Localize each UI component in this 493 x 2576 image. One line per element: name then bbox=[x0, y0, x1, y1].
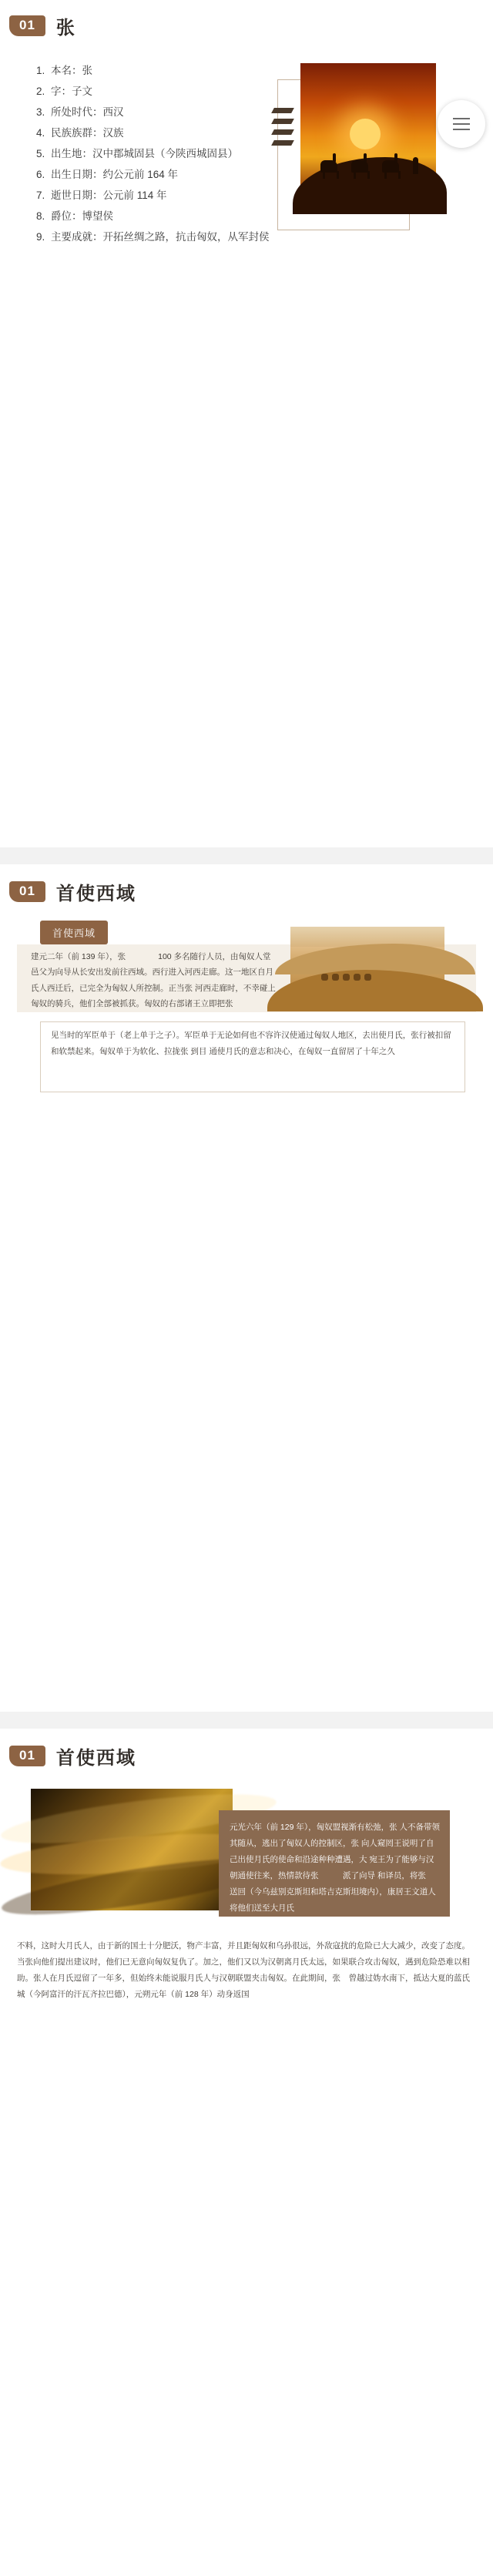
desert-sunset-camel-caravan-image bbox=[300, 63, 436, 214]
traveler-silhouette bbox=[321, 974, 328, 981]
traveler-silhouette bbox=[364, 974, 371, 981]
camel-silhouette bbox=[320, 160, 337, 173]
slide-first-mission-part1 bbox=[0, 864, 493, 1712]
body-paragraph: 建元二年（前 139 年），张 100 多名随行人员，由匈奴人堂邑父为向导从长安出发前往西域。西行进入河西走廊。这一地区自月氏人西迁后，已完全为匈奴人所控制。正当张 河西走廊时，不幸碰上匈奴的骑兵，他们全部被抓获。匈奴的右部诸王立即把张 bbox=[31, 952, 276, 1009]
list-item: 9. 主要成就：开拓丝绸之路，抗击匈奴，从军封侯 bbox=[48, 226, 270, 247]
golden-sand-dunes-image bbox=[31, 1789, 233, 1910]
list-item: 6. 出生日期：约公元前 164 年 bbox=[48, 164, 270, 185]
slide-separator bbox=[0, 1712, 493, 1729]
slide-first-mission-part2 bbox=[0, 1729, 493, 2576]
traveler-silhouette bbox=[332, 974, 339, 981]
section-number-badge: 01 bbox=[9, 881, 45, 903]
page-title: 张 bbox=[55, 18, 76, 39]
slide-separator bbox=[0, 847, 493, 864]
zigzag-decoration-icon bbox=[273, 108, 293, 151]
subtitle-pill: 首使西域 bbox=[40, 921, 108, 944]
hamburger-menu-icon[interactable] bbox=[438, 100, 485, 148]
traveler-silhouette bbox=[354, 974, 361, 981]
list-item: 1. 本名：张 bbox=[48, 60, 270, 81]
outlined-paragraph: 见当时的军臣单于（老上单于之子）。军臣单于无论如何也不容许汉使通过匈奴人地区，去出使月氏，张行被扣留和软禁起来。匈奴单于为软化、拉拢张 到目 通使月氏的意志和决心，在匈奴一直留居了十年之久 bbox=[51, 1031, 451, 1056]
page-title: 首使西域 bbox=[55, 884, 136, 904]
highlight-paragraph: 元光六年（前 129 年），匈奴盟视渐有松弛，张 人不备带领其随从，逃出了匈奴人的控制区，张 向人窥罔王说明了自己出使月氏的使命和沿途种种遭遇，大 宛王为了能够与汉朝通使往来，热情款待张 派了向导 和译员，将张 送回（今乌兹别克斯坦和塔吉克斯坦境内），康居王文道人将他们送至大月氏 bbox=[230, 1823, 451, 1913]
person-silhouette bbox=[413, 157, 418, 174]
section-number-badge: 01 bbox=[9, 1746, 45, 1767]
page-title: 首使西域 bbox=[55, 1748, 136, 1769]
profile-list bbox=[28, 60, 270, 247]
section-number-badge: 01 bbox=[9, 15, 45, 37]
list-item: 4. 民族族群：汉族 bbox=[48, 122, 270, 143]
dune-shape bbox=[293, 157, 447, 214]
list-item: 3. 所处时代：西汉 bbox=[48, 102, 270, 122]
section-header-2 bbox=[9, 878, 136, 905]
list-item: 2. 字：子文 bbox=[48, 81, 270, 102]
footer-paragraph: 不料，这时大月氏人，由于新的国土十分肥沃，物产丰富，并且距匈奴和乌孙很远，外敌寇扰的危险已大大减少，改变了态度。当张向他们提出建议时，他们已无意向匈奴复仇了。加之，他们又以为汉朝离月氏太远，如果联合攻击匈奴，遇到危险恐难以相助。张人在月氏逗留了一年多，但始终未能说服月氏人与汉朝联盟夹击匈奴。在此期间，张 曾越过妫水南下，抵达大夏的蓝氏城（今阿富汗的汗瓦齐拉巴德），元朔元年（前 128 年）动身返国 bbox=[17, 1941, 470, 1999]
list-item: 5. 出生地：汉中郡城固县（今陕西城固县） bbox=[48, 143, 270, 164]
traveler-silhouette bbox=[343, 974, 350, 981]
sun-shape bbox=[350, 119, 381, 149]
camel-silhouette bbox=[382, 160, 399, 173]
desert-dunes-caravan-image bbox=[290, 927, 444, 1004]
camel-silhouette bbox=[351, 160, 368, 173]
list-item: 7. 逝世日期：公元前 114 年 bbox=[48, 185, 270, 206]
slide-profile bbox=[0, 0, 493, 847]
section-header-3 bbox=[9, 1742, 136, 1769]
section-header-1 bbox=[9, 12, 76, 39]
list-item: 8. 爵位：博望侯 bbox=[48, 206, 270, 226]
